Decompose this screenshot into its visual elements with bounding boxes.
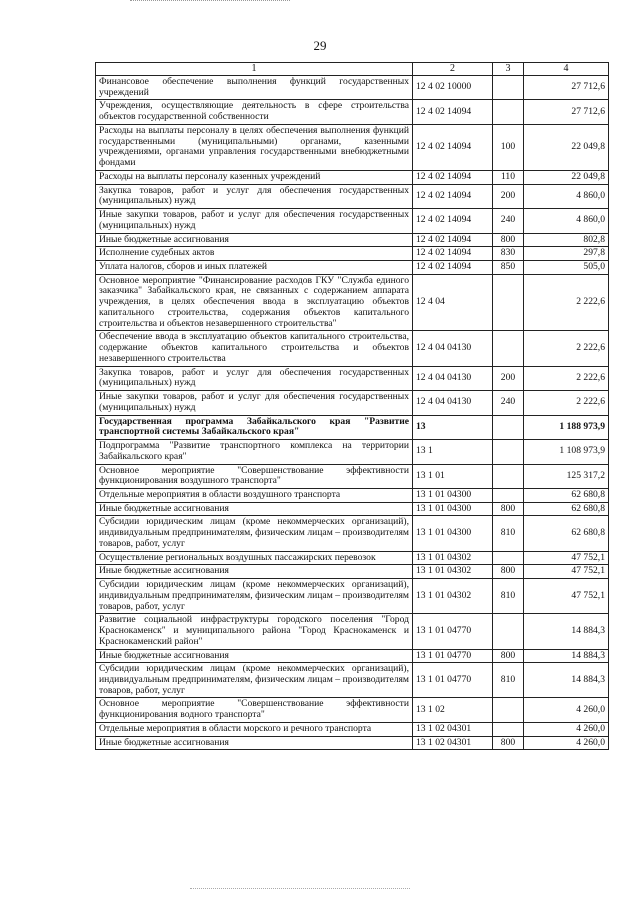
row-code: 12 4 02 14094 bbox=[413, 184, 493, 208]
table-row bbox=[96, 100, 609, 124]
row-amount: 14 884,3 bbox=[524, 614, 609, 649]
row-amount: 802,8 bbox=[524, 233, 609, 247]
row-amount: 62 680,8 bbox=[524, 502, 609, 516]
row-amount: 47 752,1 bbox=[524, 579, 609, 614]
row-expense-type bbox=[493, 614, 524, 649]
page-number: 29 bbox=[313, 38, 327, 53]
column-header-code: 2 bbox=[413, 63, 493, 76]
row-amount: 297,8 bbox=[524, 247, 609, 261]
row-code: 13 1 01 04300 bbox=[413, 516, 493, 551]
row-name: Иные бюджетные ассигнования bbox=[96, 565, 413, 579]
row-code: 12 4 02 14094 bbox=[413, 247, 493, 261]
table-row bbox=[96, 698, 609, 722]
table-row bbox=[96, 502, 609, 516]
row-expense-type bbox=[493, 440, 524, 464]
row-name: Субсидии юридическим лицам (кроме некоммерческих организаций), индивидуальным предпринимателям, физическим лицам – производителям товаров, работ, услуг bbox=[96, 663, 413, 698]
row-code: 13 1 bbox=[413, 440, 493, 464]
row-code: 13 1 02 04301 bbox=[413, 736, 493, 750]
column-header-name: 1 bbox=[96, 63, 413, 76]
table-row bbox=[96, 170, 609, 184]
row-name: Основное мероприятие "Совершенствование эффективности функционирования воздушного транспорта" bbox=[96, 464, 413, 488]
row-code: 13 1 01 04770 bbox=[413, 663, 493, 698]
row-code: 12 4 02 14094 bbox=[413, 233, 493, 247]
row-name: Исполнение судебных актов bbox=[96, 247, 413, 261]
table-row bbox=[96, 663, 609, 698]
row-amount: 2 222,6 bbox=[524, 366, 609, 390]
row-expense-type: 830 bbox=[493, 247, 524, 261]
row-expense-type: 200 bbox=[493, 366, 524, 390]
row-expense-type: 240 bbox=[493, 391, 524, 415]
table-row bbox=[96, 184, 609, 208]
row-expense-type: 110 bbox=[493, 170, 524, 184]
table-row bbox=[96, 579, 609, 614]
row-expense-type: 800 bbox=[493, 233, 524, 247]
scan-artifact-bottom bbox=[190, 888, 410, 891]
row-amount: 47 752,1 bbox=[524, 565, 609, 579]
row-name: Иные закупки товаров, работ и услуг для обеспечения государственных (муниципальных) нужд bbox=[96, 391, 413, 415]
row-expense-type bbox=[493, 464, 524, 488]
row-name: Субсидии юридическим лицам (кроме некоммерческих организаций), индивидуальным предпринимателям, физическим лицам – производителям товаров, работ, услуг bbox=[96, 579, 413, 614]
row-name: Иные бюджетные ассигнования bbox=[96, 736, 413, 750]
table-row bbox=[96, 209, 609, 233]
row-expense-type bbox=[493, 698, 524, 722]
table-row bbox=[96, 274, 609, 331]
row-name: Иные бюджетные ассигнования bbox=[96, 502, 413, 516]
table-row bbox=[96, 565, 609, 579]
row-amount: 22 049,8 bbox=[524, 124, 609, 170]
row-expense-type bbox=[493, 76, 524, 100]
row-amount: 62 680,8 bbox=[524, 516, 609, 551]
row-code: 13 1 01 04770 bbox=[413, 649, 493, 663]
row-code: 13 1 01 04302 bbox=[413, 579, 493, 614]
table-row bbox=[96, 464, 609, 488]
row-code: 12 4 04 04130 bbox=[413, 366, 493, 390]
row-name: Обеспечение ввода в эксплуатацию объектов капитального строительства, содержание объектов капитального строительства и объектов незавершенного строительства bbox=[96, 331, 413, 366]
row-amount: 505,0 bbox=[524, 261, 609, 275]
row-code: 12 4 02 14094 bbox=[413, 209, 493, 233]
row-expense-type: 800 bbox=[493, 502, 524, 516]
scan-artifact-top bbox=[130, 0, 290, 4]
row-name: Субсидии юридическим лицам (кроме некоммерческих организаций), индивидуальным предпринимателям, физическим лицам – производителям товаров, работ, услуг bbox=[96, 516, 413, 551]
table-row bbox=[96, 247, 609, 261]
row-amount: 62 680,8 bbox=[524, 488, 609, 502]
row-expense-type bbox=[493, 331, 524, 366]
row-amount: 27 712,6 bbox=[524, 76, 609, 100]
row-expense-type bbox=[493, 551, 524, 565]
row-name: Финансовое обеспечение выполнения функций государственных учреждений bbox=[96, 76, 413, 100]
budget-table bbox=[95, 62, 609, 750]
row-expense-type: 800 bbox=[493, 649, 524, 663]
row-code: 13 1 02 04301 bbox=[413, 722, 493, 736]
row-name: Основное мероприятие "Совершенствование эффективности функционирования водного транспорта" bbox=[96, 698, 413, 722]
table-row bbox=[96, 551, 609, 565]
row-name: Государственная программа Забайкальского края "Развитие транспортной системы Забайкальского края" bbox=[96, 415, 413, 439]
row-name: Иные бюджетные ассигнования bbox=[96, 233, 413, 247]
table-row bbox=[96, 261, 609, 275]
row-amount: 4 260,0 bbox=[524, 722, 609, 736]
row-expense-type: 800 bbox=[493, 736, 524, 750]
row-name: Иные закупки товаров, работ и услуг для обеспечения государственных (муниципальных) нужд bbox=[96, 209, 413, 233]
row-expense-type: 240 bbox=[493, 209, 524, 233]
row-name: Расходы на выплаты персоналу казенных учреждений bbox=[96, 170, 413, 184]
row-name: Развитие социальной инфраструктуры городского поселения "Город Краснокаменск" и муниципального района "Город Краснокаменск и Краснокаменский район" bbox=[96, 614, 413, 649]
row-code: 13 1 01 04300 bbox=[413, 502, 493, 516]
row-amount: 27 712,6 bbox=[524, 100, 609, 124]
row-amount: 4 860,0 bbox=[524, 184, 609, 208]
row-amount: 47 752,1 bbox=[524, 551, 609, 565]
table-row bbox=[96, 331, 609, 366]
row-code: 12 4 04 04130 bbox=[413, 331, 493, 366]
row-code: 13 1 01 bbox=[413, 464, 493, 488]
row-expense-type: 800 bbox=[493, 565, 524, 579]
row-amount: 2 222,6 bbox=[524, 391, 609, 415]
row-name: Уплата налогов, сборов и иных платежей bbox=[96, 261, 413, 275]
row-amount: 22 049,8 bbox=[524, 170, 609, 184]
row-code: 12 4 02 14094 bbox=[413, 261, 493, 275]
row-expense-type: 850 bbox=[493, 261, 524, 275]
row-expense-type: 810 bbox=[493, 516, 524, 551]
row-name: Иные бюджетные ассигнования bbox=[96, 649, 413, 663]
row-name: Закупка товаров, работ и услуг для обеспечения государственных (муниципальных) нужд bbox=[96, 366, 413, 390]
row-name: Расходы на выплаты персоналу в целях обеспечения выполнения функций государственными (муниципальными) органами, казенными учреждениями, органами управления государственными внебюджетными фондами bbox=[96, 124, 413, 170]
row-code: 12 4 02 14094 bbox=[413, 100, 493, 124]
row-code: 12 4 02 14094 bbox=[413, 170, 493, 184]
row-code: 13 1 01 04302 bbox=[413, 565, 493, 579]
row-amount: 4 260,0 bbox=[524, 736, 609, 750]
row-name: Основное мероприятие "Финансирование расходов ГКУ "Служба единого заказчика" Забайкальского края, не связанных с содержанием аппарата учреждения, в целях обеспечения ввода в эксплуатацию объектов капитального строительства, содержания объектов капитального строительства и объектов незавершенного строительства" bbox=[96, 274, 413, 331]
row-amount: 14 884,3 bbox=[524, 649, 609, 663]
row-amount: 2 222,6 bbox=[524, 331, 609, 366]
table-body bbox=[96, 76, 609, 750]
row-expense-type bbox=[493, 722, 524, 736]
table-row bbox=[96, 124, 609, 170]
row-code: 12 4 04 04130 bbox=[413, 391, 493, 415]
row-code: 13 1 01 04302 bbox=[413, 551, 493, 565]
row-name: Учреждения, осуществляющие деятельность в сфере строительства объектов государственной собственности bbox=[96, 100, 413, 124]
row-expense-type: 810 bbox=[493, 663, 524, 698]
row-amount: 1 188 973,9 bbox=[524, 415, 609, 439]
row-code: 12 4 02 10000 bbox=[413, 76, 493, 100]
table-header-row bbox=[96, 63, 609, 76]
row-name: Осуществление региональных воздушных пассажирских перевозок bbox=[96, 551, 413, 565]
row-expense-type: 100 bbox=[493, 124, 524, 170]
table-row bbox=[96, 415, 609, 439]
row-name: Подпрограмма "Развитие транспортного комплекса на территории Забайкальского края" bbox=[96, 440, 413, 464]
row-code: 13 1 01 04770 bbox=[413, 614, 493, 649]
table-row bbox=[96, 736, 609, 750]
row-amount: 4 860,0 bbox=[524, 209, 609, 233]
table-row bbox=[96, 516, 609, 551]
row-code: 12 4 04 bbox=[413, 274, 493, 331]
row-code: 12 4 02 14094 bbox=[413, 124, 493, 170]
table-row bbox=[96, 488, 609, 502]
row-amount: 1 108 973,9 bbox=[524, 440, 609, 464]
table-row bbox=[96, 76, 609, 100]
row-code: 13 1 01 04300 bbox=[413, 488, 493, 502]
row-expense-type bbox=[493, 415, 524, 439]
row-expense-type: 200 bbox=[493, 184, 524, 208]
column-header-expense-type: 3 bbox=[493, 63, 524, 76]
row-code: 13 1 02 bbox=[413, 698, 493, 722]
row-expense-type: 810 bbox=[493, 579, 524, 614]
column-header-amount: 4 bbox=[524, 63, 609, 76]
table-row bbox=[96, 366, 609, 390]
row-name: Закупка товаров, работ и услуг для обеспечения государственных (муниципальных) нужд bbox=[96, 184, 413, 208]
table-row bbox=[96, 391, 609, 415]
row-code: 13 bbox=[413, 415, 493, 439]
row-name: Отдельные мероприятия в области воздушного транспорта bbox=[96, 488, 413, 502]
table-row bbox=[96, 614, 609, 649]
row-expense-type bbox=[493, 488, 524, 502]
table-row bbox=[96, 440, 609, 464]
table-row bbox=[96, 722, 609, 736]
table-row bbox=[96, 649, 609, 663]
table-row bbox=[96, 233, 609, 247]
row-expense-type bbox=[493, 100, 524, 124]
row-expense-type bbox=[493, 274, 524, 331]
row-amount: 125 317,2 bbox=[524, 464, 609, 488]
row-amount: 2 222,6 bbox=[524, 274, 609, 331]
row-name: Отдельные мероприятия в области морского и речного транспорта bbox=[96, 722, 413, 736]
row-amount: 4 260,0 bbox=[524, 698, 609, 722]
row-amount: 14 884,3 bbox=[524, 663, 609, 698]
